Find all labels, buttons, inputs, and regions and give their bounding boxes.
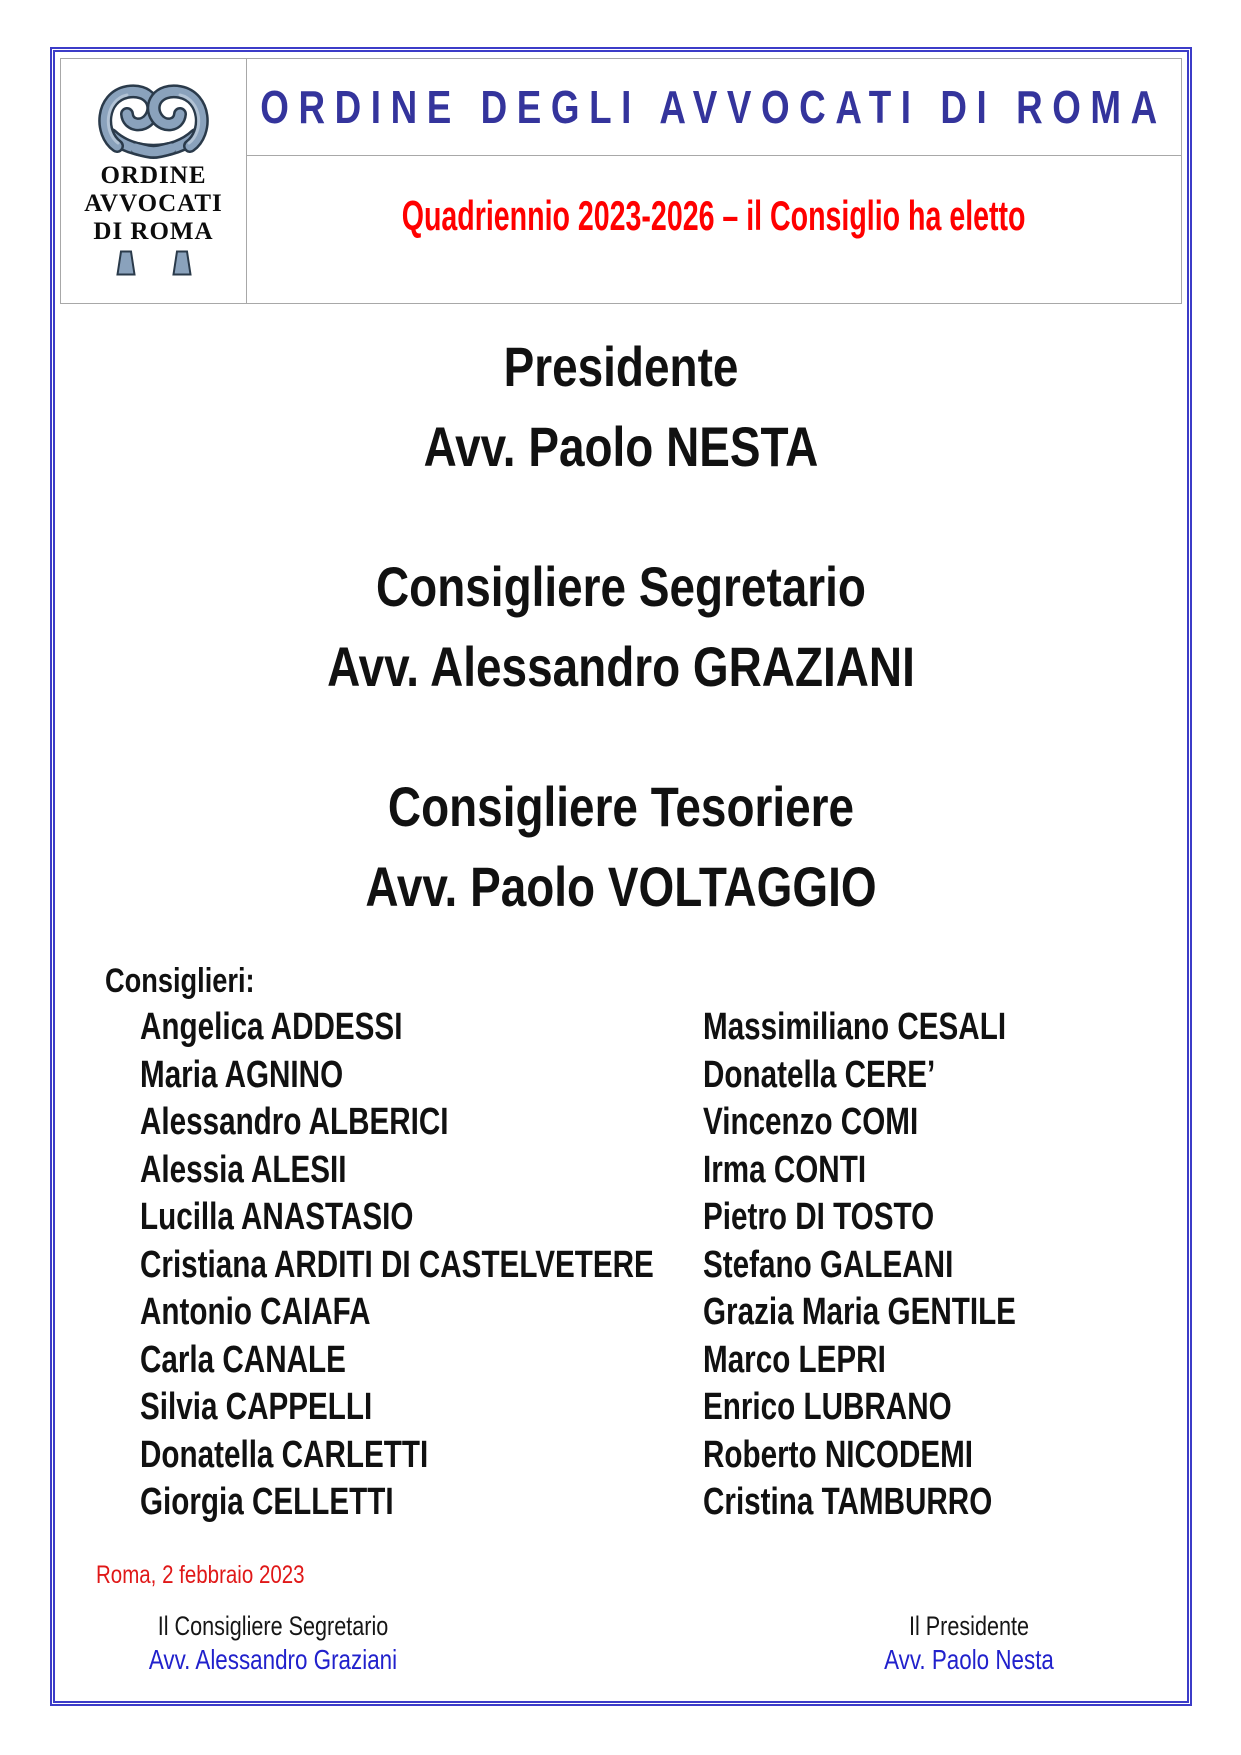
officer-name: Avv. Paolo VOLTAGGIO <box>365 855 877 918</box>
council-member: Cristiana ARDITI DI CASTELVETERE <box>140 1243 654 1286</box>
council-member: Carla CANALE <box>140 1338 346 1381</box>
council-member: Massimiliano CESALI <box>703 1006 1007 1048</box>
signature-block <box>751 1609 1187 1677</box>
council-member: Vincenzo COMI <box>703 1101 919 1143</box>
council-member: Enrico LUBRANO <box>703 1386 952 1428</box>
council-columns <box>55 1004 1187 1527</box>
officers-section <box>55 327 1187 927</box>
signature-role: Il Presidente <box>908 1610 1030 1641</box>
date-line: Roma, 2 febbraio 2023 <box>96 1560 305 1589</box>
signature-role: Il Consigliere Segretario <box>157 1610 389 1641</box>
council-member: Donatella CERE’ <box>703 1053 936 1096</box>
council-member: Maria AGNINO <box>140 1053 344 1096</box>
officer-role: Presidente <box>503 335 739 398</box>
council-section <box>55 960 1187 1527</box>
header <box>60 58 1182 304</box>
subtitle-row <box>247 156 1181 303</box>
council-member: Grazia Maria GENTILE <box>703 1291 1016 1333</box>
logo-text-line: ORDINE <box>100 162 207 189</box>
page-border-frame <box>50 47 1192 1706</box>
signature-name: Avv. Paolo Nesta <box>884 1643 1054 1675</box>
council-member: Giorgia CELLETTI <box>140 1481 394 1523</box>
officer-role: Consigliere Segretario <box>376 555 866 618</box>
council-member: Alessia ALESII <box>140 1148 347 1191</box>
officer-block <box>55 547 1187 707</box>
trapezoid-ornaments-icon <box>116 250 192 276</box>
signature-name: Avv. Alessandro Graziani <box>148 1643 398 1675</box>
logo-text-line: DI ROMA <box>93 218 214 245</box>
council-member: Antonio CAIAFA <box>140 1291 371 1333</box>
header-right <box>247 59 1181 303</box>
logo-text <box>84 162 223 246</box>
officer-name: Avv. Alessandro GRAZIANI <box>327 635 915 698</box>
logo-ornaments <box>116 250 192 281</box>
council-member: Cristina TAMBURRO <box>703 1481 993 1523</box>
knot-logo-icon <box>97 83 210 160</box>
council-label: Consiglieri: <box>105 962 255 1000</box>
council-column-left <box>140 1004 703 1527</box>
org-title: ORDINE DEGLI AVVOCATI DI ROMA <box>260 81 1168 133</box>
title-row <box>247 59 1181 156</box>
officer-name: Avv. Paolo NESTA <box>423 415 819 478</box>
officer-block <box>55 767 1187 927</box>
council-column-right <box>703 1004 1187 1527</box>
signatures <box>55 1609 1187 1677</box>
council-member: Irma CONTI <box>703 1148 867 1191</box>
council-member: Marco LEPRI <box>703 1338 886 1381</box>
officer-role: Consigliere Tesoriere <box>387 775 855 838</box>
logo <box>61 59 247 303</box>
council-member: Pietro DI TOSTO <box>703 1196 935 1238</box>
officer-block <box>55 327 1187 487</box>
council-member: Angelica ADDESSI <box>140 1006 403 1048</box>
subtitle: Quadriennio 2023-2026 – il Consiglio ha eletto <box>402 191 1026 239</box>
council-member: Roberto NICODEMI <box>703 1433 974 1476</box>
council-member: Donatella CARLETTI <box>140 1433 429 1476</box>
logo-text-line: AVVOCATI <box>84 190 223 217</box>
council-member: Lucilla ANASTASIO <box>140 1196 414 1238</box>
council-member: Stefano GALEANI <box>703 1243 954 1286</box>
signature-block <box>55 1609 491 1677</box>
council-member: Silvia CAPPELLI <box>140 1386 373 1428</box>
council-member: Alessandro ALBERICI <box>140 1101 449 1143</box>
